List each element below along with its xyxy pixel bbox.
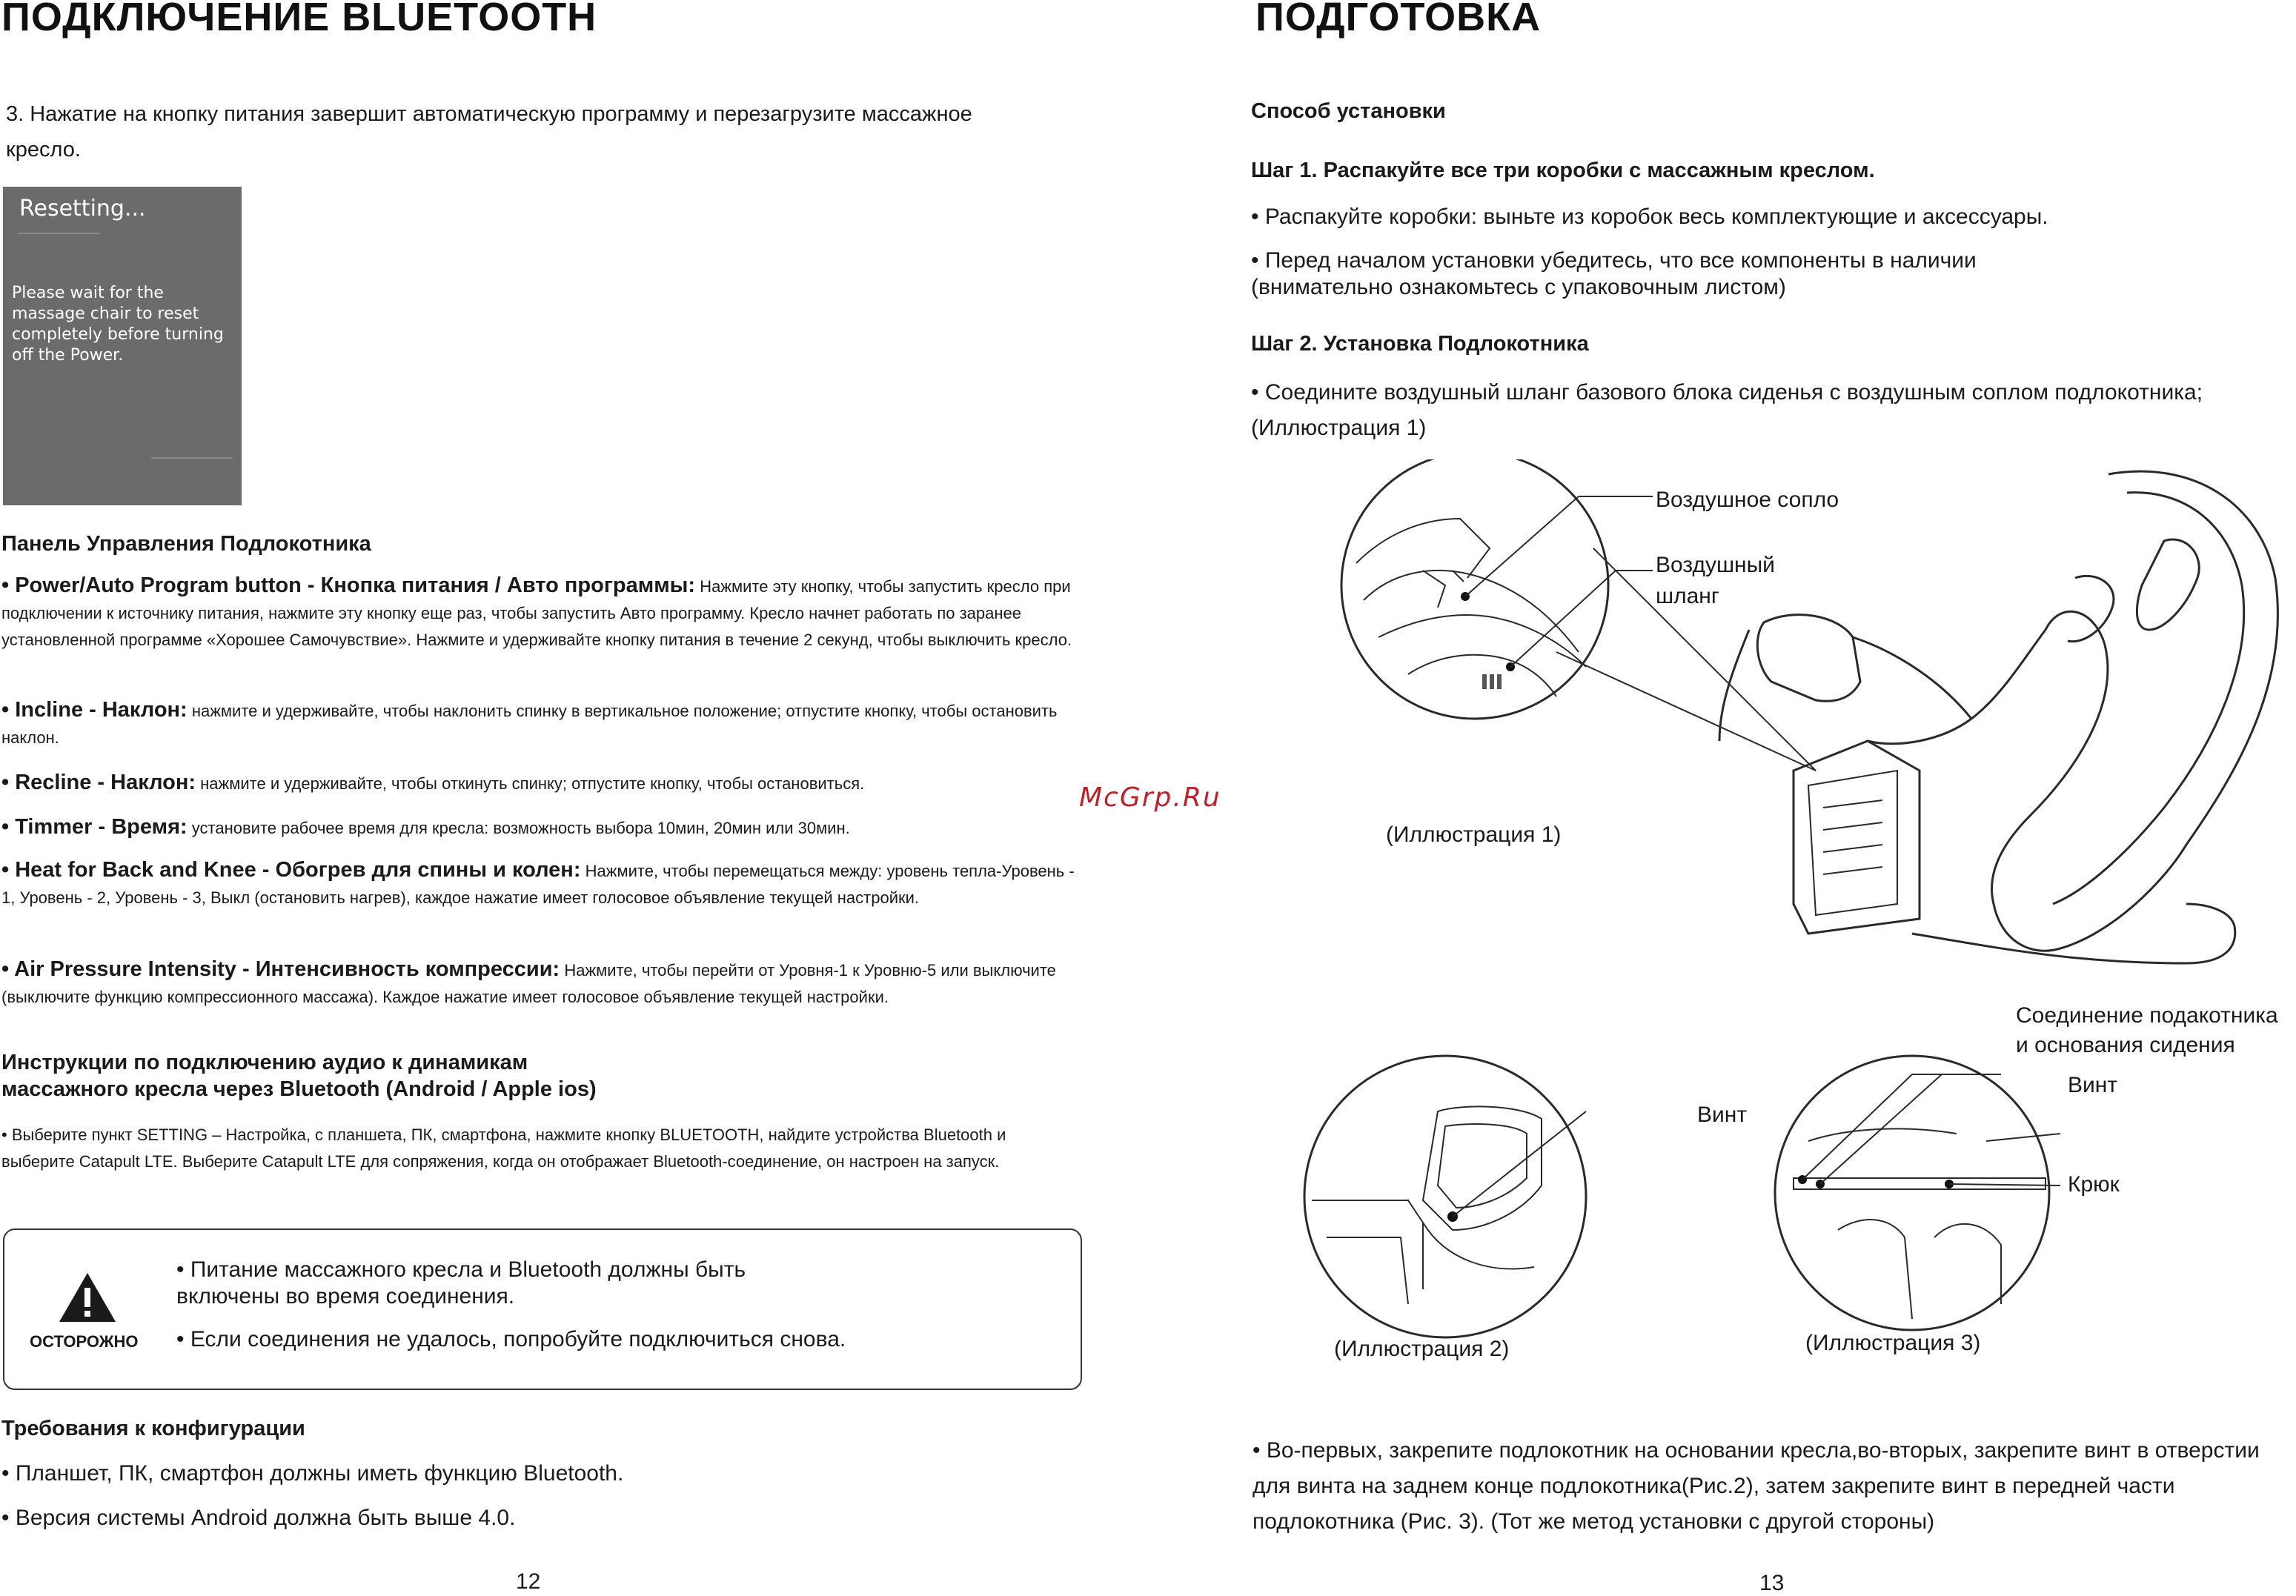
control-item: [1, 769, 1076, 797]
item-text: установите рабочее время для кресла: возможность выбора 10мин, 20мин или 30мин.: [187, 819, 850, 837]
item-text: Нажмите, чтобы перейти от Уровня-1 к Уровню-5 или выключите (выключите функцию компрессионного массажа). Каждое нажатие имеет голосовое объявление текущей настройки.: [1, 961, 1056, 1006]
final-instructions: • Во-первых, закрепите подлокотник на основании кресла,во-вторых, закрепите винт в отверстии для винта на заднем конце подлокотника(Рис.2), затем закрепите винт в передней части подлокотника (Рис. 3). (Тот же метод установки с другой стороны): [1252, 1438, 2260, 1534]
item-text: Нажмите эту кнопку, чтобы запустить кресло при подключении к источнику питания, нажмите эту кнопку еще раз, чтобы запустить Авто программу. Кресло начнет работать по заранее установленной программе «Хорошее Самочувствие». Нажмите и удерживайте кнопку питания в течение 2 секунд, чтобы выключить кресло.: [1, 577, 1072, 649]
panel-heading: Панель Управления Подлокотника: [1, 532, 371, 556]
item-title: • Recline - Наклон:: [1, 771, 196, 794]
page-number-left: 12: [516, 1569, 541, 1594]
label-screw: Винт: [2068, 1073, 2118, 1097]
item-text: Нажмите, чтобы перемещаться между: уровень тепла-Уровень - 1, Уровень - 2, Уровень - 3, Выкл (остановить нагрев), каждое нажатие имеет голосовое объявление текущей настройки.: [1, 862, 1075, 907]
requirements-heading: Требования к конфигурации: [1, 1417, 305, 1440]
screen-title: Resetting...: [19, 196, 146, 222]
watermark: McGrp.Ru: [1079, 782, 1221, 813]
screen-divider: [151, 457, 233, 459]
label-air-hose: Воздушный: [1656, 553, 1775, 577]
right-page-header: ПОДГОТОВКА: [1255, 0, 1542, 39]
label-screw: Винт: [1697, 1103, 1748, 1127]
caution-box: [3, 1228, 1082, 1390]
label-air-nozzle: Воздушное сопло: [1656, 488, 1839, 512]
label-hook: Крюк: [2068, 1172, 2120, 1197]
caution-line-1: • Питание массажного кресла и Bluetooth должны быть включены во время соединения.: [176, 1257, 746, 1309]
screen-divider: [18, 233, 99, 234]
chair-armrest-illustration: [1334, 459, 2296, 1008]
requirement-item: • Версия системы Android должна быть выше 4.0.: [1, 1506, 516, 1530]
item-title: • Air Pressure Intensity - Интенсивность компрессии:: [1, 957, 560, 981]
item-title: • Power/Auto Program button - Кнопка питания / Авто программы:: [1, 573, 696, 597]
caption-illustration-2: (Иллюстрация 2): [1334, 1337, 1510, 1361]
caution-line-2: • Если соединения не удалось, попробуйте подключиться снова.: [176, 1327, 846, 1351]
caption-illustration-1: (Иллюстрация 1): [1386, 822, 1562, 847]
step1-bullet: • Распакуйте коробки: выньте из коробок весь комплектующие и аксессуары.: [1251, 205, 2048, 229]
control-item: [1, 857, 1076, 911]
bt-heading: массажного кресла через Bluetooth (Android / Apple ios): [1, 1077, 597, 1101]
hook-detail-illustration-3: [1764, 1052, 2075, 1334]
install-method-heading: Способ установки: [1251, 99, 1446, 123]
left-page-header: ПОДКЛЮЧЕНИЕ BLUETOOTH: [1, 0, 597, 39]
step2-title: Шаг 2. Установка Подлокотника: [1251, 332, 1589, 356]
label-air-hose: шланг: [1656, 584, 1719, 608]
bt-instructions: • Выберите пункт SETTING – Настройка, с планшета, ПК, смартфона, нажмите кнопку BLUETOOTH, найдите устройства Bluetooth и выберите Catapult LTE. Выберите Catapult LTE для сопряжения, когда он отображает Bluetooth-соединение, он настроен на запуск.: [1, 1125, 1006, 1171]
control-item: [1, 696, 1076, 751]
screw-detail-illustration-2: [1297, 1052, 1638, 1341]
screen-message: Please wait for the massage chair to reset completely before turning off the Power.: [12, 284, 224, 365]
item-text: нажмите и удерживайте, чтобы откинуть спинку; отпустите кнопку, чтобы остановиться.: [196, 774, 865, 793]
reset-screen-image: [3, 187, 242, 505]
control-item: [1, 572, 1076, 654]
item-title: • Incline - Наклон:: [1, 698, 188, 722]
caption-illustration-3: (Иллюстрация 3): [1805, 1331, 1981, 1355]
step3-text: 3. Нажатие на кнопку питания завершит автоматическую программу и перезагрузите массажное кресло.: [6, 102, 972, 162]
step2-bullet: • Соедините воздушный шланг базового блока сиденья с воздушным соплом подлокотника; (Иллюстрация 1): [1251, 380, 2203, 440]
item-text: нажмите и удерживайте, чтобы наклонить спинку в вертикальное положение; отпустите кнопку, чтобы остановить наклон.: [1, 702, 1058, 747]
page-number-right: 13: [1759, 1571, 1785, 1595]
step1-bullet: • Перед началом установки убедитесь, что все компоненты в наличии (внимательно ознакомьтесь с упаковочным листом): [1251, 248, 1977, 299]
item-title: • Heat for Back and Knee - Обогрев для спины и колен:: [1, 858, 581, 882]
item-title: • Timmer - Время:: [1, 815, 188, 839]
label-connection: Соединение подакотника: [2016, 1003, 2278, 1028]
control-item: [1, 814, 1076, 842]
requirement-item: • Планшет, ПК, смартфон должны иметь функцию Bluetooth.: [1, 1461, 624, 1486]
label-connection: и основания сидения: [2016, 1033, 2235, 1057]
bt-heading: Инструкции по подключению аудио к динамикам: [1, 1051, 528, 1074]
caution-label: ОСТОРОЖНО: [30, 1332, 139, 1351]
control-item: [1, 956, 1076, 1011]
warning-icon: [58, 1271, 117, 1323]
step1-title: Шаг 1. Распакуйте все три коробки с массажным креслом.: [1251, 159, 1875, 182]
